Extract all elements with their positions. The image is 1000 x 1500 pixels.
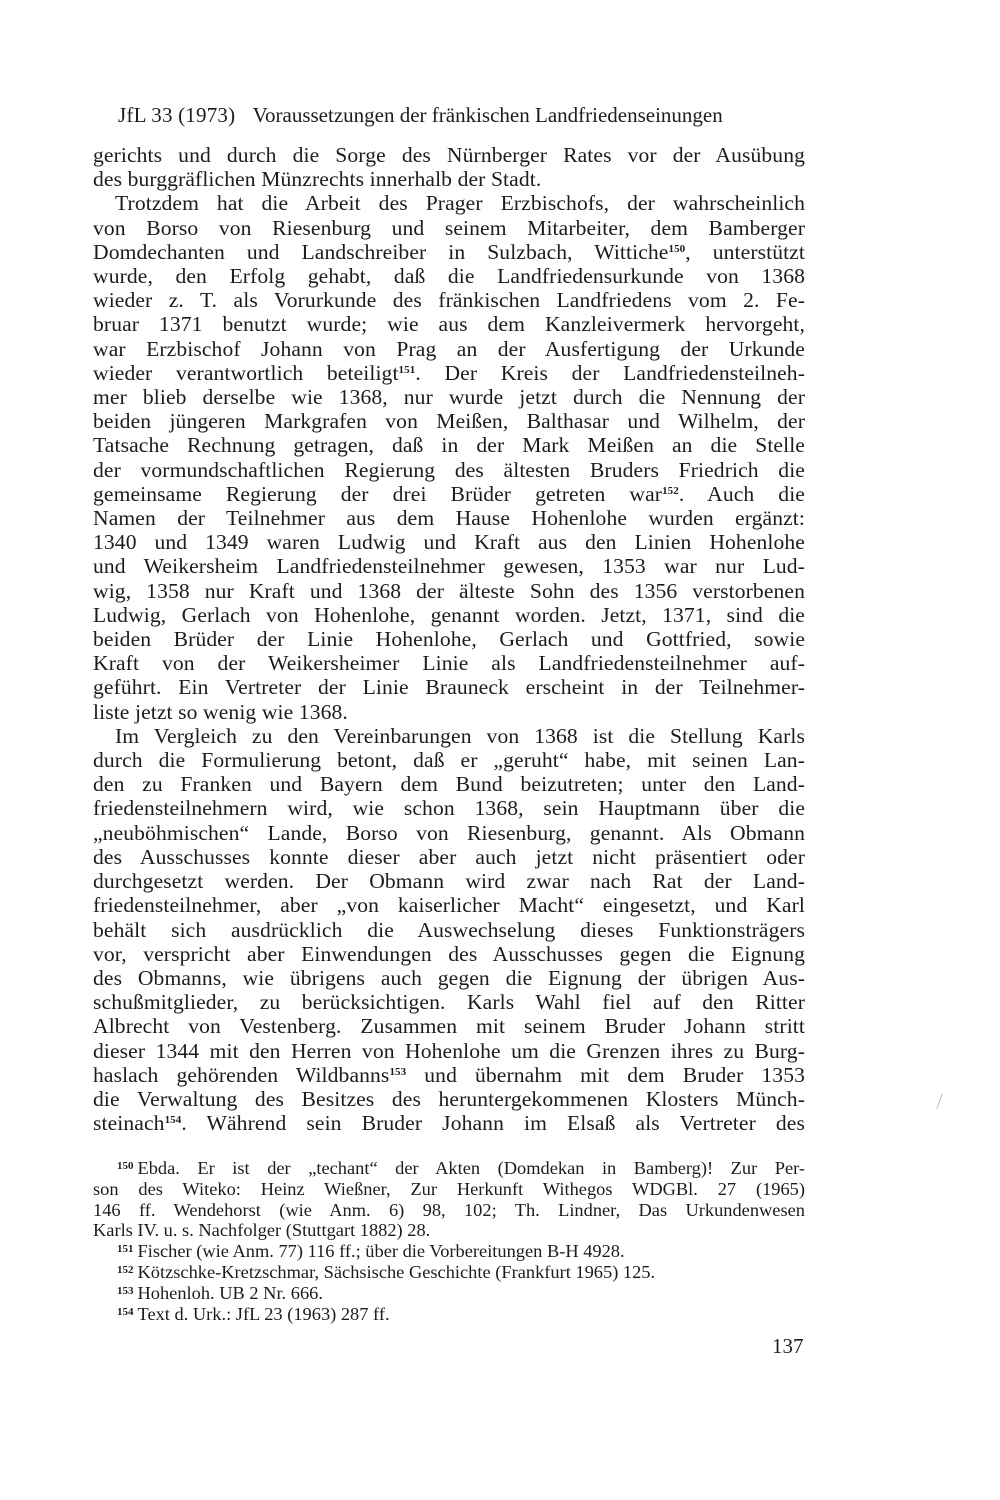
- footnote-line: [93, 1158, 805, 1179]
- text-fragment: , unterstützt: [685, 239, 805, 264]
- text-fragment: und übernahm mit dem Bruder 1353: [406, 1062, 805, 1087]
- text-line: Im Vergleich zu den Vereinbarungen von 1368 ist die Stellung Karls: [115, 723, 805, 748]
- text-line: des Obmanns, wie übrigens auch gegen die Eignung der übrigen Aus-: [93, 965, 805, 990]
- footnote-line: Karls IV. u. s. Nachfolger (Stuttgart 1882) 28.: [93, 1220, 431, 1241]
- text-line: Kraft von der Weikersheimer Linie als Landfriedensteilnehmer auf-: [93, 651, 805, 676]
- text-line: vor, verspricht aber Einwendungen des Ausschusses gegen die Eignung: [93, 941, 805, 966]
- footnote-text: Ebda. Er ist der „techant“ der Akten (Domdekan in Bamberg)! Zur Per-: [137, 1158, 805, 1178]
- footnote-text: Hohenloh. UB 2 Nr. 666.: [137, 1282, 323, 1303]
- text-line: durchgesetzt werden. Der Obmann wird zwar nach Rat der Land-: [93, 869, 805, 894]
- text-line: bruar 1371 benutzt wurde; wie aus dem Kanzleivermerk hervorgeht,: [93, 312, 805, 337]
- text-fragment: haslach gehörenden Wildbanns: [93, 1062, 390, 1087]
- text-fragment: steinach: [93, 1111, 165, 1136]
- footnote-number: 154: [117, 1305, 134, 1318]
- text-fragment: . Der Kreis der Landfriedensteilneh-: [415, 360, 805, 385]
- footnote-150: [93, 1158, 805, 1241]
- text-fragment: . Auch die: [678, 481, 805, 506]
- text-line: beiden Brüder der Linie Hohenlohe, Gerlach und Gottfried, sowie: [93, 627, 805, 652]
- footnote-152: [93, 1262, 805, 1283]
- footnote-number: 151: [117, 1243, 134, 1256]
- text-line: 1340 und 1349 waren Ludwig und Kraft aus den Linien Hohenlohe: [93, 530, 805, 555]
- text-line: beiden jüngeren Markgrafen von Meißen, Balthasar und Wilhelm, der: [93, 409, 805, 434]
- text-line: dieser 1344 mit den Herren von Hohenlohe um die Grenzen ihres zu Burg-: [93, 1038, 805, 1063]
- text-line: Tatsache Rechnung getragen, daß in der Mark Meißen an die Stelle: [93, 433, 805, 458]
- footnote-number: 150: [117, 1160, 134, 1172]
- text-line: gerichts und durch die Sorge des Nürnberger Rates vor der Ausübung: [93, 143, 805, 167]
- footnote-text: Text d. Urk.: JfL 23 (1963) 287 ff.: [137, 1303, 390, 1324]
- text-fragment: . Während sein Bruder Johann im Elsaß als Vertreter des: [181, 1111, 805, 1136]
- footnote-ref-151[interactable]: 151: [398, 363, 416, 376]
- text-line: von Borso von Riesenburg und seinem Mitarbeiter, dem Bamberger: [93, 215, 805, 240]
- text-line: friedensteilnehmer, aber „von kaiserlicher Macht“ eingesetzt, und Karl: [93, 893, 805, 918]
- text-line: [93, 361, 805, 385]
- footnote-151: [93, 1241, 805, 1262]
- footnote-ref-153[interactable]: 153: [389, 1065, 407, 1078]
- footnotes: [93, 1158, 805, 1324]
- margin-pencil-mark: [936, 1094, 945, 1110]
- journal-citation: JfL 33 (1973): [118, 103, 236, 127]
- footnote-line: 146 ff. Wendehorst (wie Anm. 6) 98, 102; Th. Lindner, Das Urkundenwesen: [93, 1199, 805, 1220]
- body-text: [93, 143, 805, 1135]
- text-line: schußmitglieder, zu berücksichtigen. Karls Wahl fiel auf den Ritter: [93, 990, 805, 1015]
- footnote-text: Fischer (wie Anm. 77) 116 ff.; über die Vorbereitungen B-H 4928.: [137, 1241, 625, 1262]
- text-fragment: gemeinsame Regierung der drei Brüder getreten war: [93, 481, 663, 506]
- text-line: Trotzdem hat die Arbeit des Prager Erzbischofs, der wahrscheinlich: [115, 191, 805, 216]
- running-header: [118, 100, 808, 130]
- text-line: wurde, den Erfolg gehabt, daß die Landfriedensurkunde von 1368: [93, 264, 805, 289]
- footnote-line: son des Witeko: Heinz Wießner, Zur Herkunft Withegos WDGBl. 27 (1965): [93, 1178, 805, 1199]
- text-line: „neuböhmischen“ Lande, Borso von Riesenburg, genannt. Als Obmann: [93, 820, 805, 845]
- text-line: friedensteilnehmern wird, wie schon 1368, sein Hauptmann über die: [93, 796, 805, 821]
- footnote-line: [93, 1241, 805, 1262]
- text-line: war Erzbischof Johann von Prag an der Ausfertigung der Urkunde: [93, 336, 805, 361]
- text-line: wig, 1358 nur Kraft und 1368 der älteste Sohn des 1356 verstorbenen: [93, 578, 805, 603]
- text-line: geführt. Ein Vertreter der Linie Brauneck erscheint in der Teilnehmer-: [93, 675, 805, 700]
- footnote-ref-152[interactable]: 152: [662, 484, 679, 497]
- footnote-ref-154[interactable]: 154: [164, 1114, 182, 1127]
- text-line: wieder z. T. als Vorurkunde des fränkischen Landfriedens vom 2. Fe-: [93, 288, 805, 313]
- footnote-153: [93, 1283, 805, 1304]
- text-line: den zu Franken und Bayern dem Bund beizutreten; unter den Land-: [93, 772, 805, 797]
- text-line: des burggräflichen Münzrechts innerhalb der Stadt.: [93, 167, 542, 192]
- footnote-line: [93, 1262, 805, 1283]
- footnote-line: [93, 1304, 805, 1325]
- text-fragment: Domdechanten und Landschreiber in Sulzbach, Wittiche: [93, 239, 669, 264]
- running-title: Voraussetzungen der fränkischen Landfriedenseinungen: [252, 103, 723, 127]
- text-line: Namen der Teilnehmer aus dem Hause Hohenlohe wurden ergänzt:: [93, 506, 805, 531]
- footnote-154: [93, 1304, 805, 1325]
- footnote-number: 152: [117, 1263, 134, 1276]
- text-line: der vormundschaftlichen Regierung des ältesten Bruders Friedrich die: [93, 457, 805, 482]
- text-line: [93, 482, 805, 506]
- text-line: [93, 240, 805, 264]
- text-line: Albrecht von Vestenberg. Zusammen mit seinem Bruder Johann stritt: [93, 1014, 805, 1039]
- text-line: und Weikersheim Landfriedensteilnehmer gewesen, 1353 war nur Lud-: [93, 554, 805, 579]
- text-line: [93, 1111, 805, 1135]
- page-number: 137: [772, 1334, 804, 1358]
- text-line: liste jetzt so wenig wie 1368.: [93, 699, 348, 724]
- text-line: die Verwaltung des Besitzes des heruntergekommenen Klosters Münch-: [93, 1086, 805, 1111]
- footnote-number: 153: [117, 1284, 134, 1297]
- text-line: des Ausschusses konnte dieser aber auch jetzt nicht präsentiert oder: [93, 844, 805, 869]
- footnote-text: Kötzschke-Kretzschmar, Sächsische Geschichte (Frankfurt 1965) 125.: [137, 1261, 656, 1282]
- text-line: [93, 1063, 805, 1087]
- footnote-line: [93, 1283, 805, 1304]
- text-fragment: wieder verantwortlich beteiligt: [93, 360, 399, 385]
- text-line: Ludwig, Gerlach von Hohenlohe, genannt worden. Jetzt, 1371, sind die: [93, 602, 805, 627]
- footnote-ref-150[interactable]: 150: [668, 242, 686, 255]
- text-line: mer blieb derselbe wie 1368, nur wurde jetzt durch die Nennung der: [93, 385, 805, 410]
- text-line: behält sich ausdrücklich die Auswechselung dieses Funktionsträgers: [93, 917, 805, 942]
- text-line: durch die Formulierung betont, daß er „geruht“ habe, mit seinen Lan-: [93, 748, 805, 773]
